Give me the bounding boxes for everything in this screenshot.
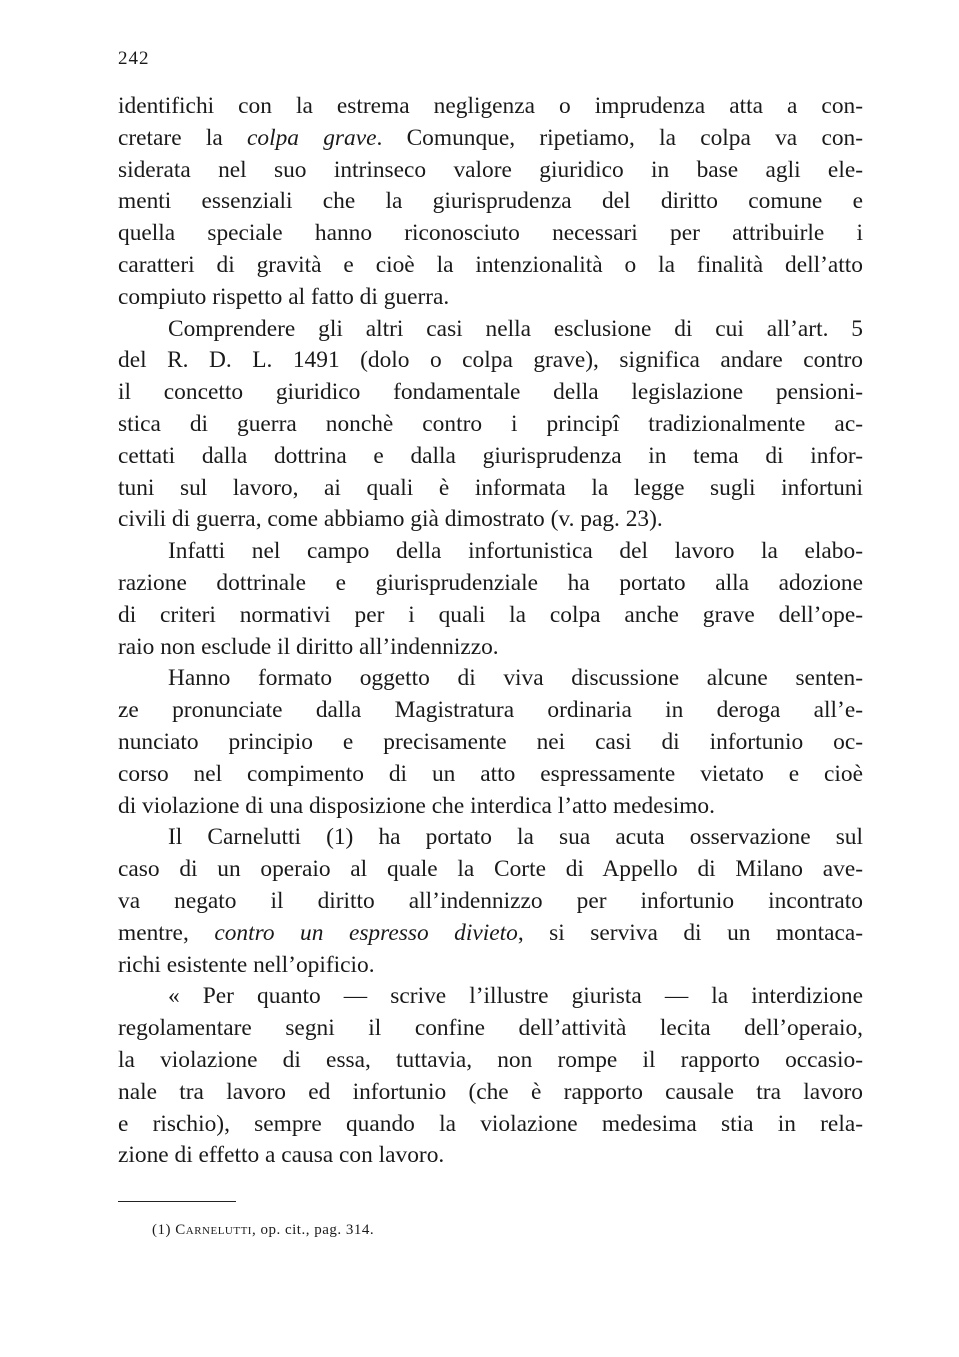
text-segment: del R. D. L. 1491 (dolo o colpa grave), significa andare contro [118,347,863,374]
text-segment: . Comunque, ripetiamo, la colpa va con- [376,124,864,151]
text-line [118,345,863,377]
text-segment: raio non esclude il diritto all’indennizzo. [118,633,499,660]
text-line [118,377,863,409]
text-segment: ze pronunciate dalla Magistratura ordinaria in deroga all’e- [118,697,863,724]
paragraph [118,663,863,822]
text-segment: quella speciale hanno riconosciuto necessari per attribuirle i [118,220,863,247]
text-segment: stica di guerra nonchè contro i principî tradizionalmente ac- [118,410,863,437]
text-line [118,727,863,759]
text-line [118,155,863,187]
text-line [118,282,863,314]
text-segment: cretare la [118,124,247,151]
text-line [118,536,863,568]
text-line [118,759,863,791]
text-segment: Infatti nel campo della infortunistica del lavoro la elabo- [168,538,863,565]
italic-text: colpa grave [247,124,377,151]
text-segment: di criteri normativi per i quali la colpa anche grave dell’ope- [118,601,863,628]
text-segment: razione dottrinale e giurisprudenziale ha portato alla adozione [118,569,863,596]
text-line [118,568,863,600]
italic-text: contro un espresso divieto [214,919,518,946]
paragraph [118,981,863,1172]
text-segment: , si serviva di un montaca- [517,919,863,946]
text-segment: Il Carnelutti (1) ha portato la sua acuta osservazione sul [168,824,863,851]
text-segment: cettati dalla dottrina e dalla giurisprudenza in tema di infor- [118,442,863,469]
text-segment: la violazione di essa, tuttavia, non rompe il rapporto occasio- [118,1046,863,1073]
text-line [118,314,863,346]
text-segment: menti essenziali che la giurisprudenza del diritto comune e [118,188,863,215]
text-line [118,663,863,695]
page-number: 242 [118,48,150,69]
text-line [118,504,863,536]
text-segment: caratteri di gravità e cioè la intenzionalità o la finalità dell’atto [118,251,863,278]
text-line [118,1045,863,1077]
text-segment: va negato il diritto all’indennizzo per infortunio incontrato [118,887,863,914]
text-segment: richi esistente nell’opificio. [118,951,375,978]
text-segment: nale tra lavoro ed infortunio (che è rapporto causale tra lavoro [118,1078,863,1105]
text-segment: il concetto giuridico fondamentale della legislazione pensioni- [118,379,863,406]
text-line [118,218,863,250]
text-line [118,1013,863,1045]
text-line [118,1109,863,1141]
text-segment: e rischio), sempre quando la violazione medesima stia in rela- [118,1110,863,1137]
paragraph [118,314,863,537]
text-line [118,981,863,1013]
footnote-separator [118,1201,236,1202]
text-segment: nunciato principio e precisamente nei casi di infortunio oc- [118,728,863,755]
text-line [118,600,863,632]
text-line [118,473,863,505]
text-segment: Comprendere gli altri casi nella esclusione di cui all’art. 5 [168,315,863,342]
text-line [118,441,863,473]
text-line [118,186,863,218]
text-segment: mentre, [118,919,215,946]
text-segment: identifichi con la estrema negligenza o imprudenza atta a con- [118,93,863,119]
text-line [118,695,863,727]
text-line [118,1077,863,1109]
footnote [152,1222,374,1239]
text-line [118,91,863,123]
text-line [118,632,863,664]
paragraph [118,822,863,981]
text-segment: corso nel compimento di un atto espressamente vietato e cioè [118,760,863,787]
text-segment: Hanno formato oggetto di viva discussione alcune senten- [168,665,863,692]
text-line [118,822,863,854]
text-line [118,1140,863,1172]
text-line [118,950,863,982]
text-segment: « Per quanto — scrive l’illustre giurista — la interdizione [168,983,863,1010]
paragraph [118,91,863,314]
text-line [118,854,863,886]
text-line [118,918,863,950]
text-line [118,250,863,282]
text-segment: zione di effetto a causa con lavoro. [118,1142,445,1169]
footnote-citation: , op. cit., pag. 314. [251,1222,375,1238]
text-line [118,791,863,823]
body-text [118,91,863,1172]
text-line [118,886,863,918]
paragraph [118,536,863,663]
text-segment: tuni sul lavoro, ai quali è informata la legge sugli infortuni [118,474,863,501]
text-segment: regolamentare segni il confine dell’attività lecita dell’operaio, [118,1015,863,1042]
text-segment: di violazione di una disposizione che interdica l’atto medesimo. [118,792,715,819]
text-segment: compiuto rispetto al fatto di guerra. [118,283,450,310]
text-line [118,123,863,155]
text-segment: civili di guerra, come abbiamo già dimostrato (v. pag. 23). [118,506,663,533]
text-segment: caso di un operaio al quale la Corte di Appello di Milano ave- [118,856,863,883]
text-segment: siderata nel suo intrinseco valore giuridico in base agli ele- [118,156,863,183]
footnote-author: Carnelutti [175,1222,252,1238]
text-line [118,409,863,441]
footnote-marker: (1) [152,1222,171,1238]
